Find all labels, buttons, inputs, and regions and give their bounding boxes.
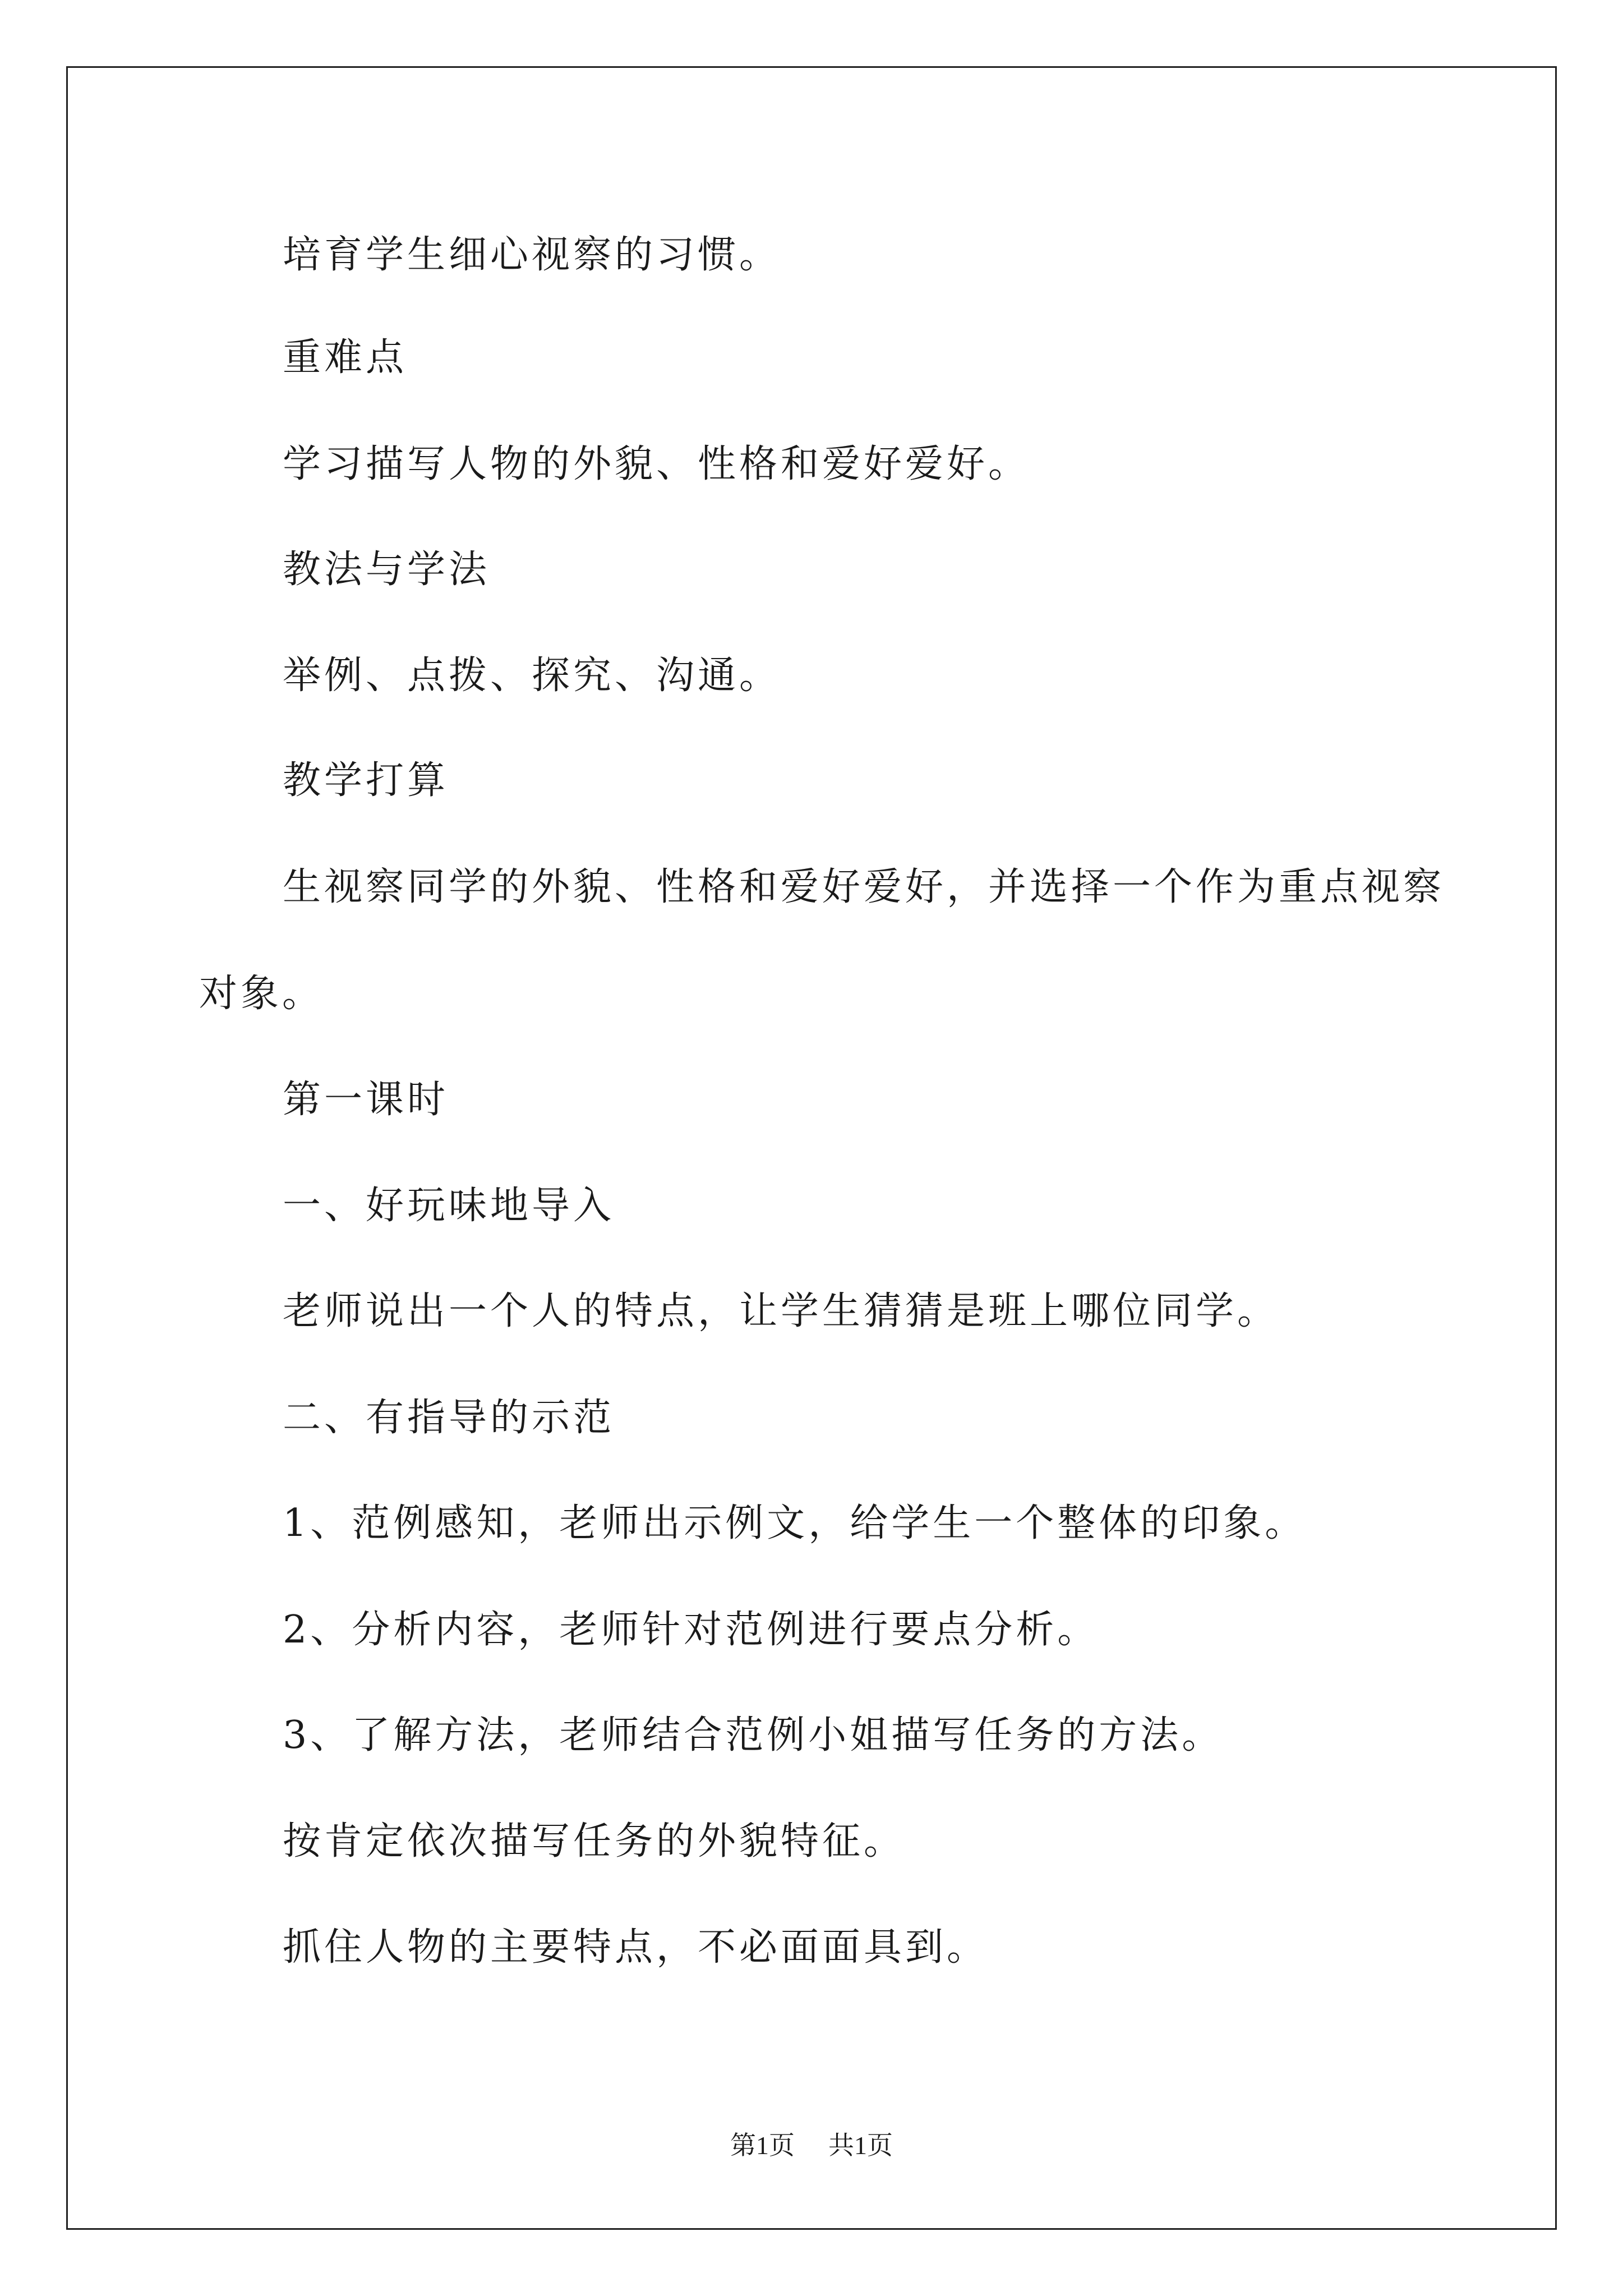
section-heading: 教学打算: [283, 758, 449, 803]
paragraph: 学习描写人物的外貌、性格和爱好爱好。: [283, 442, 1030, 486]
paragraph: 按肯定依次描写任务的外貌特征。: [283, 1819, 906, 1864]
section-heading: 一、好玩味地导入: [283, 1184, 615, 1228]
section-heading: 重难点: [283, 335, 408, 380]
list-item: 3、了解方法，老师结合范例小姐描写任务的方法。: [283, 1713, 1224, 1757]
paragraph: 培育学生细心视察的习惯。: [283, 233, 781, 277]
page-footer: [0, 2129, 1623, 2162]
paragraph: 举例、点拨、探究、沟通。: [283, 654, 781, 698]
section-heading: 教法与学法: [283, 547, 491, 592]
paragraph: 生视察同学的外貌、性格和爱好爱好，并选择一个作为重点视察: [283, 865, 1445, 909]
section-heading: 第一课时: [283, 1078, 449, 1122]
paragraph: 老师说出一个人的特点，让学生猜猜是班上哪位同学。: [283, 1289, 1279, 1333]
page-total: 共1页: [828, 2131, 893, 2160]
paragraph-continuation: 对象。: [199, 972, 324, 1016]
paragraph: 抓住人物的主要特点，不必面面具到。: [283, 1925, 989, 1970]
list-item: 2、分析内容，老师针对范例进行要点分析。: [283, 1608, 1099, 1652]
page-number: 第1页: [730, 2131, 795, 2160]
section-heading: 二、有指导的示范: [283, 1396, 615, 1440]
list-item: 1、范例感知，老师出示例文，给学生一个整体的印象。: [283, 1501, 1307, 1545]
